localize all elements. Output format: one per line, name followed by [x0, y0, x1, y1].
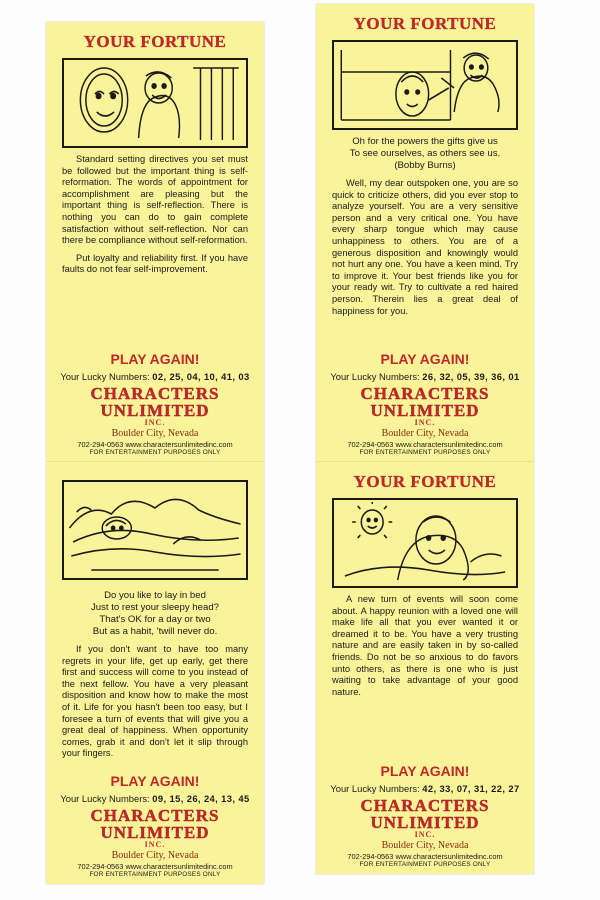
brand-contact: 702-294-0563 www.charactersunlimitedinc.com [77, 862, 233, 871]
mirror-lady-icon [332, 40, 518, 130]
disclaimer: FOR ENTERTAINMENT PURPOSES ONLY [359, 861, 491, 868]
poem-line: (Bobby Burns) [394, 160, 456, 171]
sleeping-in-bed-icon [62, 480, 248, 580]
poem-line: Do you like to lay in bed [104, 590, 206, 601]
play-again-label: PLAY AGAIN! [110, 351, 200, 367]
fortune-paragraph: A new turn of events will soon come about. A happy reunion with a loved one will make life all that you ever wanted it or dreamed it to be. You have a very trusting nature and are easily taken in by so-called friends. Do not be so anxious to do favors unto others, as there is one who is just waiting to take advantage of your good nature. [332, 594, 518, 697]
jail-scene-icon [62, 58, 248, 148]
fortune-poem [332, 136, 518, 172]
fortune-body [62, 154, 248, 282]
brand-name: CHARACTERS UNLIMITED [360, 384, 490, 420]
fortune-poem [62, 590, 248, 638]
brand-inc: INC. [414, 830, 436, 839]
fortune-ticket-top-right[interactable] [316, 4, 534, 462]
fortune-ticket-bottom-right[interactable] [316, 462, 534, 874]
brand-contact: 702-294-0563 www.charactersunlimitedinc.com [347, 852, 503, 861]
fortune-paragraph: Well, my dear outspoken one, you are so quick to criticize others, did you ever stop to analyze yourself. You are a very sensitive person and a very critical one. You have every sharp tongue which may cause unhappiness to others. You are of a generous disposition and knowingly would not hurt any one. You have a keen mind. Try to improve it. Your best friends like you for your ready wit. Try to cultivate a red haired person. Therein lies a great deal of happiness for you. [332, 178, 518, 316]
brand-inc: INC. [144, 418, 166, 427]
disclaimer: FOR ENTERTAINMENT PURPOSES ONLY [89, 871, 221, 878]
lucky-numbers-row [60, 793, 250, 804]
lucky-numbers-label: Your Lucky Numbers: [330, 783, 420, 794]
lucky-numbers-value: 26, 32, 05, 39, 36, 01 [422, 371, 520, 382]
brand-name: CHARACTERS UNLIMITED [90, 806, 220, 842]
poem-line: To see ourselves, as others see us. [349, 148, 501, 159]
poem-line: But as a habit, 'twill never do. [92, 626, 218, 637]
lucky-numbers-label: Your Lucky Numbers: [60, 371, 150, 382]
lucky-numbers-row [60, 371, 250, 382]
poem-line: Just to rest your sleepy head? [91, 602, 219, 613]
fortune-body [62, 644, 248, 766]
fortune-paragraph: Put loyalty and reliability first. If you have faults do not fear self-improvement. [62, 252, 248, 275]
brand-city: Boulder City, Nevada [111, 850, 199, 861]
disclaimer: FOR ENTERTAINMENT PURPOSES ONLY [359, 449, 491, 456]
play-again-label: PLAY AGAIN! [110, 773, 200, 789]
fortune-paragraph: Standard setting directives you set must be followed but the important thing is self-reformation. The words of appointment for accomplishment are pleasing but the important thing is self-reflection. There is nothing you can do to gain complete satisfaction without self-reflection. Nor can there be compliance without self-reformation. [62, 154, 248, 246]
brand-city: Boulder City, Nevada [381, 840, 469, 851]
fortune-ticket-bottom-left[interactable] [46, 462, 264, 884]
lucky-numbers-value: 09, 15, 26, 24, 13, 45 [152, 793, 250, 804]
poem-line: That's OK for a day or two [99, 614, 211, 625]
lucky-numbers-value: 42, 33, 07, 31, 22, 27 [422, 783, 520, 794]
play-again-label: PLAY AGAIN! [380, 763, 470, 779]
play-again-label: PLAY AGAIN! [380, 351, 470, 367]
fortune-paragraph: If you don't want to have too many regrets in your life, get up early, get there first and success will come to you instead of the next fellow. You have a very pleasant disposition and know how to make the most of it. Life for you hasn't been too easy, but I foresee a turn of events that will give you a great deal of happiness. When opportunity comes, grab it and don't let it slip through your fingers. [62, 644, 248, 759]
fortune-ticket-top-left[interactable] [46, 22, 264, 462]
lucky-numbers-row [330, 783, 520, 794]
fortune-body [332, 178, 518, 323]
brand-name: CHARACTERS UNLIMITED [90, 384, 220, 420]
lucky-numbers-label: Your Lucky Numbers: [330, 371, 420, 382]
brand-city: Boulder City, Nevada [111, 428, 199, 439]
brand-contact: 702-294-0563 www.charactersunlimitedinc.com [347, 440, 503, 449]
fortune-title: YOUR FORTUNE [353, 14, 497, 33]
fortune-body [332, 594, 518, 704]
brand-name: CHARACTERS UNLIMITED [360, 796, 490, 832]
lucky-numbers-value: 02, 25, 04, 10, 41, 03 [152, 371, 250, 382]
brand-inc: INC. [144, 840, 166, 849]
poem-line: Oh for the powers the gifts give us [352, 136, 498, 147]
fortune-title: YOUR FORTUNE [353, 472, 497, 491]
lucky-numbers-label: Your Lucky Numbers: [60, 793, 150, 804]
disclaimer: FOR ENTERTAINMENT PURPOSES ONLY [89, 449, 221, 456]
fortune-title: YOUR FORTUNE [83, 32, 227, 51]
brand-contact: 702-294-0563 www.charactersunlimitedinc.com [77, 440, 233, 449]
sunrise-figure-icon [332, 498, 518, 588]
lucky-numbers-row [330, 371, 520, 382]
brand-city: Boulder City, Nevada [381, 428, 469, 439]
brand-inc: INC. [414, 418, 436, 427]
